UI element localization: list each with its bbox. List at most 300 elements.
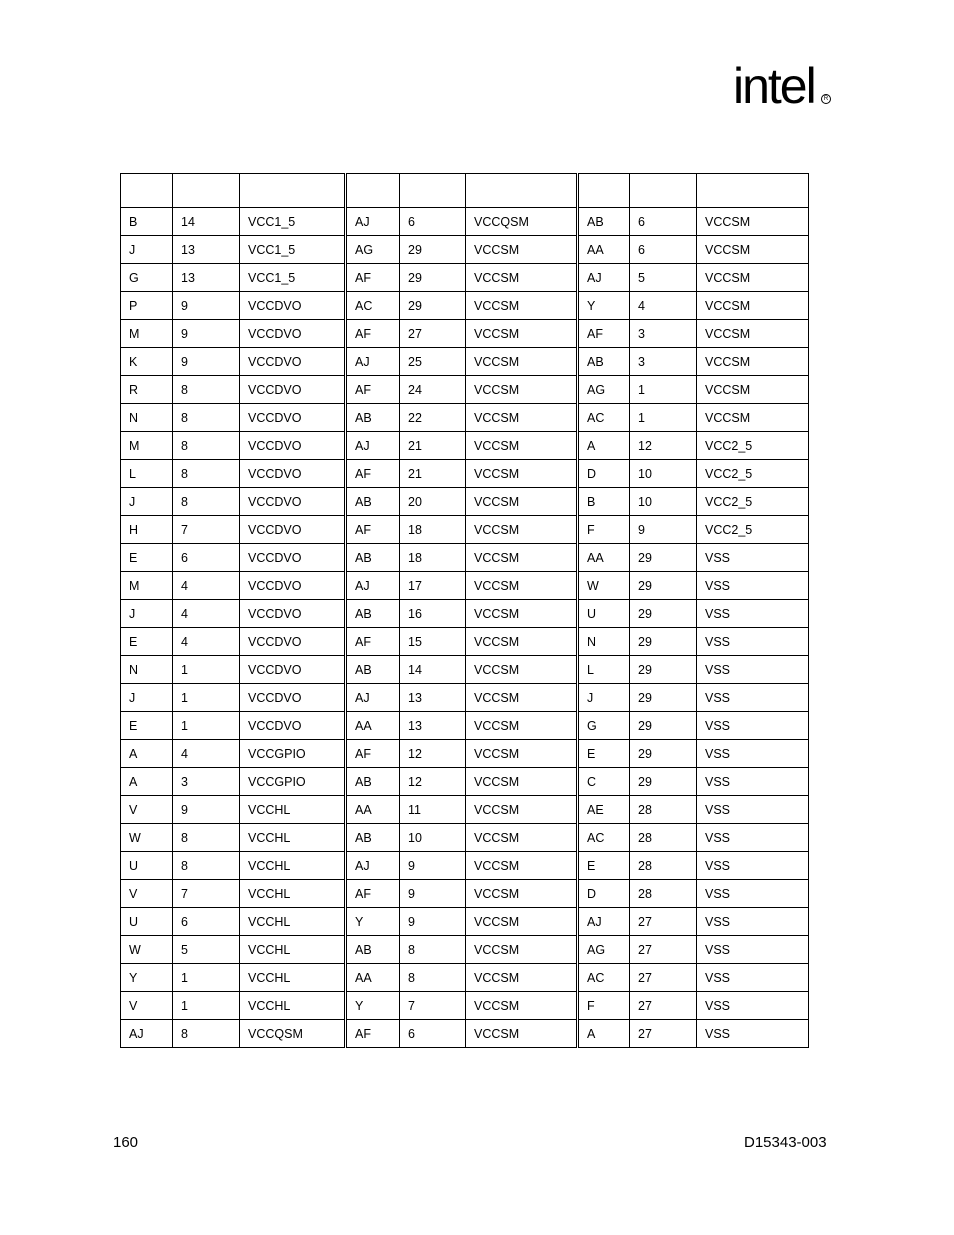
table-cell: 28 (630, 796, 697, 824)
table-cell: VCCSM (466, 628, 578, 656)
table-cell: 20 (400, 488, 466, 516)
table-row (121, 712, 809, 740)
table-cell: 29 (400, 236, 466, 264)
table-cell: V (121, 992, 173, 1020)
table-cell: AB (346, 824, 400, 852)
table-cell: 14 (173, 208, 240, 236)
table-cell: VSS (697, 936, 809, 964)
table-cell: VCCDVO (240, 292, 346, 320)
table-cell: 18 (400, 544, 466, 572)
table-cell: VCCSM (466, 712, 578, 740)
table-cell: VCCDVO (240, 656, 346, 684)
table-cell: G (578, 712, 630, 740)
table-cell: VSS (697, 796, 809, 824)
table-cell: AA (578, 236, 630, 264)
table-cell: 11 (400, 796, 466, 824)
table-row (121, 376, 809, 404)
table-row (121, 936, 809, 964)
table-cell: 21 (400, 432, 466, 460)
table-header-row (121, 174, 809, 208)
table-cell: AJ (346, 684, 400, 712)
table-cell: VCCDVO (240, 628, 346, 656)
table-cell: VCCHL (240, 796, 346, 824)
registered-mark-icon: R (821, 94, 831, 104)
table-cell: AB (346, 656, 400, 684)
table-cell: J (121, 236, 173, 264)
table-header-cell (578, 174, 630, 208)
table-cell: VCCSM (697, 404, 809, 432)
table-cell: P (121, 292, 173, 320)
table-cell: AJ (578, 264, 630, 292)
table-cell: AB (578, 348, 630, 376)
table-cell: 17 (400, 572, 466, 600)
table-cell: 24 (400, 376, 466, 404)
table-cell: AF (346, 740, 400, 768)
table-cell: VCCSM (466, 824, 578, 852)
table-cell: VSS (697, 852, 809, 880)
table-cell: VCCHL (240, 936, 346, 964)
table-cell: AG (346, 236, 400, 264)
table-cell: AJ (346, 572, 400, 600)
table-cell: VCCDVO (240, 348, 346, 376)
table-cell: J (121, 600, 173, 628)
table-cell: W (121, 824, 173, 852)
table-cell: 27 (630, 964, 697, 992)
table-cell: VCC2_5 (697, 460, 809, 488)
table-cell: U (578, 600, 630, 628)
table-cell: VCCSM (466, 964, 578, 992)
table-row (121, 768, 809, 796)
table-cell: 12 (630, 432, 697, 460)
table-cell: D (578, 460, 630, 488)
table-cell: VCCSM (697, 292, 809, 320)
table-cell: VSS (697, 572, 809, 600)
table-cell: 4 (173, 740, 240, 768)
table-row (121, 880, 809, 908)
table-cell: K (121, 348, 173, 376)
table-cell: 27 (630, 936, 697, 964)
table-cell: VCCSM (466, 320, 578, 348)
table-cell: AJ (346, 348, 400, 376)
table-row (121, 992, 809, 1020)
table-cell: VCC1_5 (240, 208, 346, 236)
table-cell: VCCDVO (240, 516, 346, 544)
table-cell: 1 (173, 684, 240, 712)
table-row (121, 964, 809, 992)
table-cell: 8 (173, 488, 240, 516)
table-cell: 3 (173, 768, 240, 796)
table-cell: H (121, 516, 173, 544)
table-cell: 8 (173, 460, 240, 488)
table-row (121, 908, 809, 936)
table-cell: E (578, 852, 630, 880)
table-cell: VSS (697, 656, 809, 684)
table-cell: Y (578, 292, 630, 320)
table-cell: 1 (173, 656, 240, 684)
table-cell: AF (346, 320, 400, 348)
pin-table-body (121, 174, 809, 1048)
table-cell: 10 (400, 824, 466, 852)
table-cell: VCCSM (466, 684, 578, 712)
table-cell: VCCDVO (240, 320, 346, 348)
table-cell: 25 (400, 348, 466, 376)
table-cell: AJ (578, 908, 630, 936)
table-cell: 29 (630, 628, 697, 656)
table-cell: L (578, 656, 630, 684)
table-cell: 16 (400, 600, 466, 628)
table-cell: VCCSM (466, 852, 578, 880)
table-cell: 4 (630, 292, 697, 320)
table-cell: VSS (697, 628, 809, 656)
table-cell: 29 (630, 600, 697, 628)
table-cell: J (578, 684, 630, 712)
table-row (121, 460, 809, 488)
table-cell: 8 (173, 852, 240, 880)
table-row (121, 852, 809, 880)
table-cell: E (578, 740, 630, 768)
table-cell: E (121, 712, 173, 740)
table-cell: 8 (400, 964, 466, 992)
table-cell: VCCSM (466, 544, 578, 572)
table-cell: VCC2_5 (697, 516, 809, 544)
table-cell: VCCSM (466, 908, 578, 936)
table-cell: VCCSM (466, 1020, 578, 1048)
table-cell: VCCHL (240, 852, 346, 880)
table-cell: 8 (173, 824, 240, 852)
table-cell: 4 (173, 600, 240, 628)
table-cell: 29 (400, 292, 466, 320)
table-row (121, 516, 809, 544)
table-cell: VCCDVO (240, 544, 346, 572)
table-cell: 27 (630, 992, 697, 1020)
table-cell: 4 (173, 628, 240, 656)
table-cell: 29 (400, 264, 466, 292)
table-row (121, 320, 809, 348)
table-cell: VCCSM (466, 880, 578, 908)
intel-logo-icon: intel (733, 58, 815, 114)
table-cell: 9 (400, 908, 466, 936)
table-cell: AA (346, 712, 400, 740)
table-cell: 6 (630, 208, 697, 236)
table-cell: VCCSM (466, 264, 578, 292)
table-cell: 3 (630, 320, 697, 348)
table-cell: AA (346, 964, 400, 992)
table-row (121, 292, 809, 320)
table-cell: AG (578, 376, 630, 404)
table-cell: AJ (121, 1020, 173, 1048)
table-cell: 22 (400, 404, 466, 432)
table-cell: VCCSM (466, 516, 578, 544)
table-cell: VSS (697, 908, 809, 936)
table-cell: AF (346, 264, 400, 292)
table-cell: C (578, 768, 630, 796)
table-cell: VCCSM (697, 236, 809, 264)
table-header-cell (173, 174, 240, 208)
table-cell: A (578, 432, 630, 460)
table-row (121, 824, 809, 852)
table-cell: 29 (630, 740, 697, 768)
table-cell: VCCSM (466, 432, 578, 460)
table-cell: VCCSM (697, 208, 809, 236)
table-cell: VCCSM (466, 404, 578, 432)
table-row (121, 236, 809, 264)
table-cell: 6 (173, 908, 240, 936)
table-cell: VCCGPIO (240, 740, 346, 768)
table-cell: U (121, 852, 173, 880)
table-cell: 10 (630, 488, 697, 516)
table-row (121, 348, 809, 376)
table-cell: 4 (173, 572, 240, 600)
table-cell: B (578, 488, 630, 516)
table-cell: 1 (173, 992, 240, 1020)
table-cell: VCCSM (466, 236, 578, 264)
table-cell: N (121, 656, 173, 684)
table-cell: VCCDVO (240, 600, 346, 628)
table-cell: Y (346, 908, 400, 936)
table-row (121, 656, 809, 684)
table-cell: 1 (630, 404, 697, 432)
table-cell: 13 (400, 712, 466, 740)
table-row (121, 684, 809, 712)
table-header-cell (240, 174, 346, 208)
table-cell: VSS (697, 684, 809, 712)
table-cell: AC (578, 824, 630, 852)
table-cell: 1 (173, 712, 240, 740)
table-cell: VCCSM (466, 796, 578, 824)
table-cell: M (121, 320, 173, 348)
table-cell: 9 (400, 880, 466, 908)
table-cell: VSS (697, 1020, 809, 1048)
table-cell: VCCSM (697, 320, 809, 348)
table-cell: AJ (346, 432, 400, 460)
table-cell: VCCDVO (240, 712, 346, 740)
table-cell: VCCSM (466, 348, 578, 376)
table-cell: AB (346, 600, 400, 628)
table-cell: AC (578, 404, 630, 432)
table-cell: 1 (630, 376, 697, 404)
table-cell: 5 (630, 264, 697, 292)
table-cell: F (578, 516, 630, 544)
table-cell: 29 (630, 544, 697, 572)
table-cell: VCCSM (466, 768, 578, 796)
table-row (121, 628, 809, 656)
table-cell: VCCGPIO (240, 768, 346, 796)
page-number: 160 (113, 1134, 139, 1151)
table-cell: VSS (697, 544, 809, 572)
table-cell: 3 (630, 348, 697, 376)
table-cell: VCCQSM (466, 208, 578, 236)
table-cell: VCCSM (466, 292, 578, 320)
table-row (121, 572, 809, 600)
table-cell: VCCDVO (240, 432, 346, 460)
table-cell: VCC2_5 (697, 488, 809, 516)
table-cell: 29 (630, 684, 697, 712)
table-cell: VCCSM (466, 992, 578, 1020)
table-row (121, 404, 809, 432)
table-cell: 5 (173, 936, 240, 964)
table-cell: AA (578, 544, 630, 572)
table-cell: 1 (173, 964, 240, 992)
table-cell: 7 (173, 516, 240, 544)
table-cell: 8 (173, 1020, 240, 1048)
table-cell: V (121, 796, 173, 824)
table-cell: VCCSM (466, 488, 578, 516)
table-cell: Y (121, 964, 173, 992)
table-cell: 12 (400, 740, 466, 768)
table-cell: VCCHL (240, 992, 346, 1020)
table-cell: VCCSM (466, 740, 578, 768)
table-cell: VCCSM (697, 264, 809, 292)
table-cell: AB (346, 768, 400, 796)
table-cell: VCCQSM (240, 1020, 346, 1048)
table-cell: 9 (173, 292, 240, 320)
table-cell: VSS (697, 992, 809, 1020)
table-cell: VCCSM (466, 572, 578, 600)
table-row (121, 488, 809, 516)
table-cell: 27 (630, 908, 697, 936)
table-cell: 8 (173, 376, 240, 404)
table-cell: AG (578, 936, 630, 964)
table-cell: W (578, 572, 630, 600)
table-cell: VSS (697, 880, 809, 908)
table-cell: 7 (400, 992, 466, 1020)
table-cell: VCCDVO (240, 684, 346, 712)
table-cell: V (121, 880, 173, 908)
table-cell: 8 (173, 404, 240, 432)
table-cell: G (121, 264, 173, 292)
table-cell: AF (346, 880, 400, 908)
table-cell: AF (346, 376, 400, 404)
table-cell: VCCSM (466, 656, 578, 684)
table-cell: VSS (697, 964, 809, 992)
table-cell: VSS (697, 824, 809, 852)
table-cell: A (578, 1020, 630, 1048)
table-cell: L (121, 460, 173, 488)
table-cell: VSS (697, 600, 809, 628)
table-cell: AA (346, 796, 400, 824)
table-cell: 28 (630, 880, 697, 908)
table-cell: AB (346, 488, 400, 516)
table-cell: 29 (630, 712, 697, 740)
table-cell: AF (346, 1020, 400, 1048)
table-row (121, 796, 809, 824)
table-cell: A (121, 740, 173, 768)
table-row (121, 544, 809, 572)
table-cell: AE (578, 796, 630, 824)
table-cell: 9 (400, 852, 466, 880)
table-cell: VCCDVO (240, 404, 346, 432)
table-cell: 6 (630, 236, 697, 264)
table-cell: 12 (400, 768, 466, 796)
table-cell: 29 (630, 656, 697, 684)
table-cell: VCCDVO (240, 460, 346, 488)
table-cell: AC (346, 292, 400, 320)
table-cell: 9 (173, 320, 240, 348)
table-row (121, 264, 809, 292)
table-cell: AF (578, 320, 630, 348)
table-cell: VCCSM (466, 460, 578, 488)
table-row (121, 208, 809, 236)
table-cell: 6 (173, 544, 240, 572)
pin-table (120, 173, 809, 1048)
table-cell: VCCHL (240, 964, 346, 992)
table-cell: E (121, 628, 173, 656)
table-cell: N (121, 404, 173, 432)
table-cell: AF (346, 628, 400, 656)
table-header-cell (121, 174, 173, 208)
table-cell: VCCSM (697, 348, 809, 376)
table-cell: AB (346, 544, 400, 572)
table-cell: F (578, 992, 630, 1020)
table-cell: M (121, 572, 173, 600)
table-cell: 13 (173, 264, 240, 292)
table-cell: 10 (630, 460, 697, 488)
table-row (121, 1020, 809, 1048)
table-cell: VCCHL (240, 908, 346, 936)
table-cell: R (121, 376, 173, 404)
table-cell: 8 (400, 936, 466, 964)
table-cell: 28 (630, 824, 697, 852)
table-cell: J (121, 488, 173, 516)
table-cell: 8 (173, 432, 240, 460)
table-cell: VCCSM (697, 376, 809, 404)
intel-logo (733, 58, 833, 120)
table-cell: VCCHL (240, 824, 346, 852)
table-cell: VSS (697, 712, 809, 740)
table-cell: 6 (400, 1020, 466, 1048)
table-cell: 9 (173, 348, 240, 376)
table-cell: A (121, 768, 173, 796)
table-cell: E (121, 544, 173, 572)
table-cell: 9 (173, 796, 240, 824)
table-cell: 29 (630, 572, 697, 600)
table-cell: VCCHL (240, 880, 346, 908)
table-cell: AF (346, 460, 400, 488)
table-header-cell (697, 174, 809, 208)
table-cell: VSS (697, 768, 809, 796)
table-cell: AB (346, 404, 400, 432)
table-cell: 18 (400, 516, 466, 544)
table-cell: U (121, 908, 173, 936)
table-cell: VCCDVO (240, 488, 346, 516)
table-cell: M (121, 432, 173, 460)
table-cell: AJ (346, 208, 400, 236)
table-cell: AJ (346, 852, 400, 880)
table-cell: VCCDVO (240, 572, 346, 600)
table-cell: VCCSM (466, 376, 578, 404)
table-cell: AF (346, 516, 400, 544)
table-cell: 13 (173, 236, 240, 264)
table-cell: VCCSM (466, 600, 578, 628)
table-cell: 6 (400, 208, 466, 236)
table-cell: W (121, 936, 173, 964)
table-cell: 27 (400, 320, 466, 348)
table-header-cell (400, 174, 466, 208)
table-cell: 27 (630, 1020, 697, 1048)
table-cell: 9 (630, 516, 697, 544)
table-header-cell (630, 174, 697, 208)
document-id: D15343-003 (744, 1134, 827, 1151)
table-row (121, 740, 809, 768)
table-header-cell (466, 174, 578, 208)
table-row (121, 432, 809, 460)
table-cell: 21 (400, 460, 466, 488)
table-cell: VCCDVO (240, 376, 346, 404)
table-cell: J (121, 684, 173, 712)
table-cell: VCC1_5 (240, 236, 346, 264)
table-cell: VCC1_5 (240, 264, 346, 292)
table-row (121, 600, 809, 628)
